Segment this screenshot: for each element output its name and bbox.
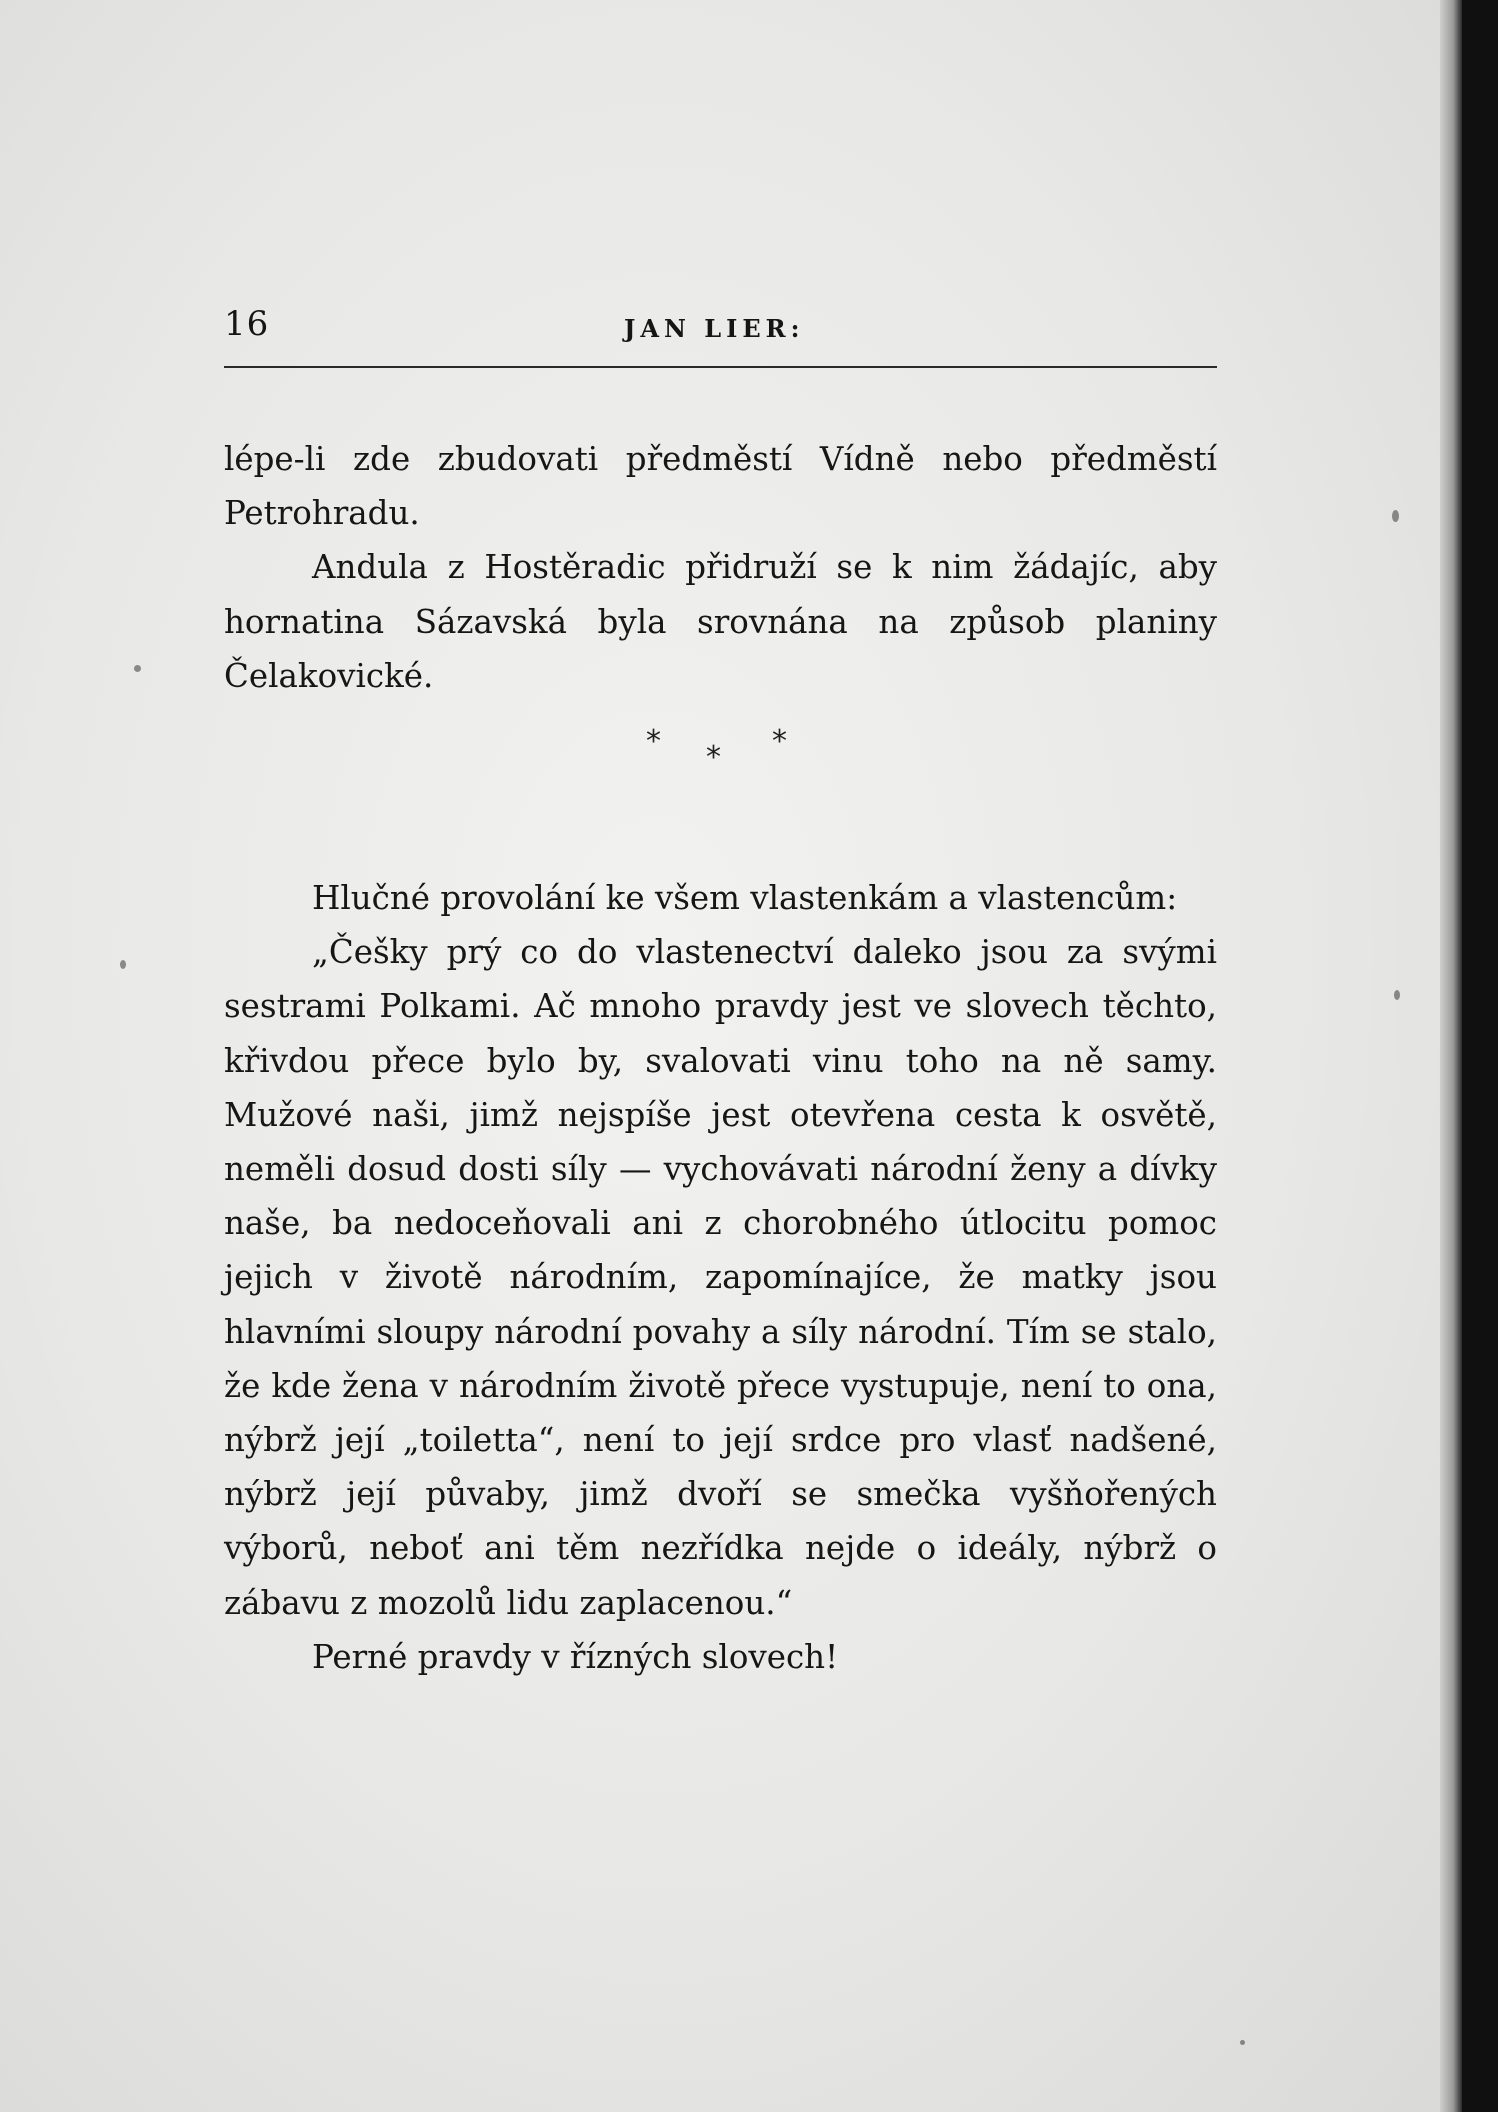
- asterisk-1: *: [646, 724, 661, 760]
- paragraph-2-text: Andula z Hostěradic přidruží se k nim žádajíc, aby hornatina Sázavská byla srovnána na způsob planiny Čelakovické.: [224, 548, 1217, 695]
- paper-speck: [1392, 510, 1399, 522]
- paragraph-5-text: Perné pravdy v řízných slovech!: [312, 1637, 839, 1676]
- page-number: 16: [224, 304, 270, 344]
- running-head: JAN LIER:: [624, 314, 805, 343]
- page-header: [224, 300, 1217, 372]
- paper-speck: [1240, 2040, 1245, 2045]
- paragraph-3: [224, 871, 1217, 925]
- paragraph-1: [224, 432, 1217, 540]
- paragraph-4-text: „Češky prý co do vlastenectví daleko jsou za svými sestrami Polkami. Ač mnoho pravdy jest ve slovech těchto, křivdou přece bylo by, svalovati vinu toho na ně samy. Mužové naši, jimž nejspíše jest otevřena cesta k osvětě, neměli dosud dosti síly — vychovávati národní ženy a dívky naše, ba nedoceňovali ani z chorobného útlocitu pomoc jejich v životě národním, zapomínajíce, že matky jsou hlavními sloupy národní povahy a síly národní. Tím se stalo, že kde žena v národním životě přece vystupuje, není to ona, nýbrž její „toiletta“, není to její srdce pro vlasť nadšené, nýbrž její půvaby, jimž dvoří se smečka vyšňořených výborů, neboť ani těm nezřídka nejde o ideály, nýbrž o zábavu z mozolů lidu zaplacenou.“: [224, 933, 1217, 1622]
- paragraph-1-text: lépe-li zde zbudovati předměstí Vídně nebo předměstí Petrohradu.: [224, 440, 1217, 533]
- header-rule: [224, 366, 1217, 368]
- paper-speck: [1394, 990, 1400, 1000]
- paragraph-5: [224, 1630, 1217, 1684]
- paragraph-2: [224, 540, 1217, 703]
- paper-speck: [120, 960, 126, 969]
- book-spine-shadow: [1440, 0, 1462, 2112]
- paragraph-3-text: Hlučné provolání ke všem vlastenkám a vlastencům:: [312, 879, 1178, 918]
- paper-speck: [134, 665, 141, 672]
- body-text: [224, 432, 1217, 1684]
- asterisk-2: *: [706, 740, 721, 776]
- asterisk-3: *: [772, 724, 787, 760]
- section-break: [224, 703, 1217, 871]
- paragraph-4: [224, 925, 1217, 1630]
